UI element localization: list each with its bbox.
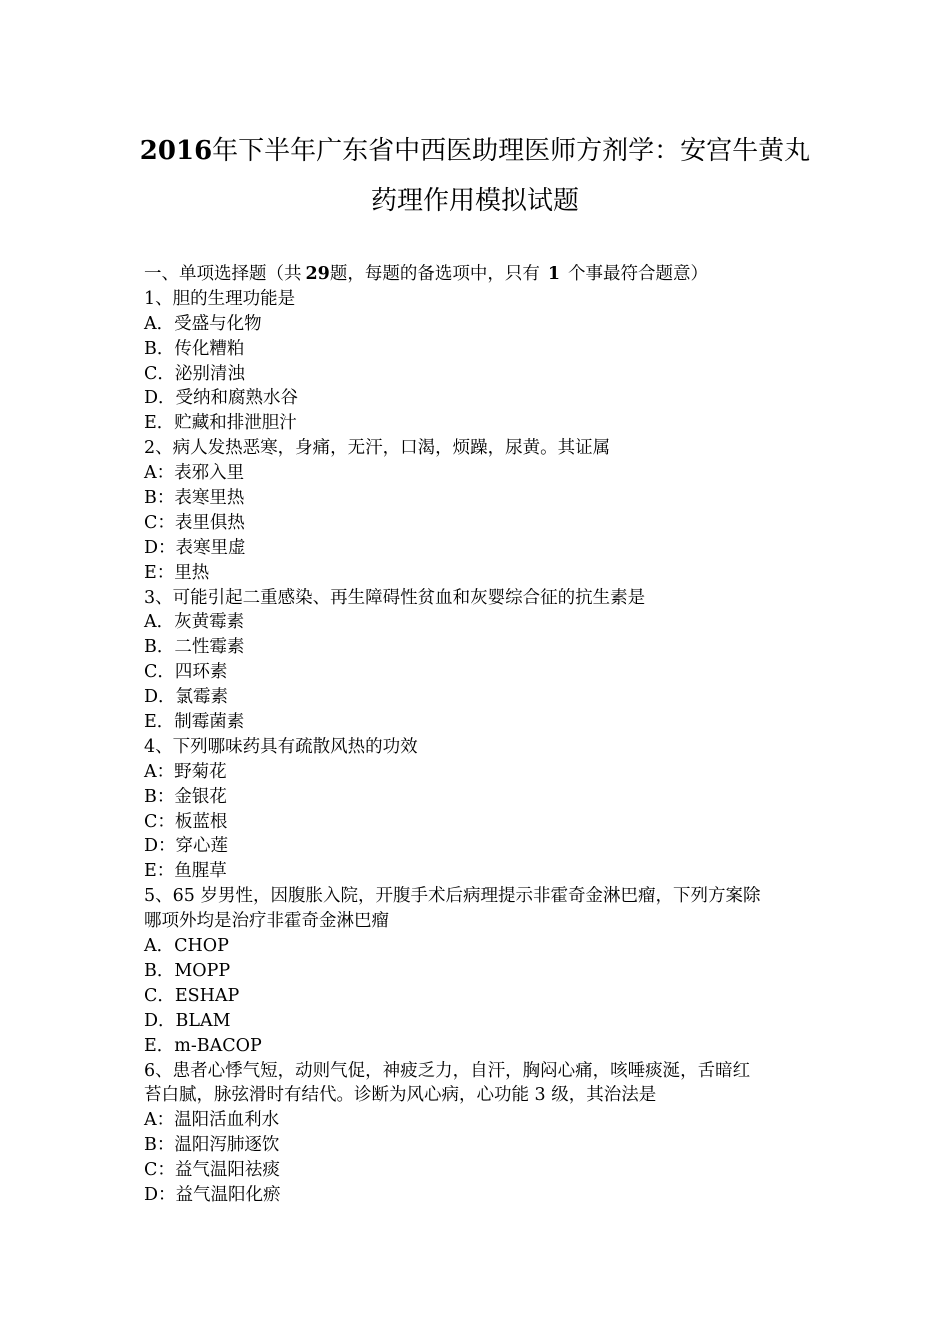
answer-option: C．四环素 (144, 662, 228, 683)
question-stem: 哪项外均是治疗非霍奇金淋巴瘤 (144, 911, 389, 932)
section-middle: 题，每题的备选项中，只有 (329, 264, 540, 284)
answer-option: C．泌别清浊 (144, 363, 245, 384)
answer-option: A：温阳活血利水 (144, 1110, 280, 1131)
section-one: 1 (547, 264, 561, 284)
answer-option: B．MOPP (144, 960, 231, 981)
answer-option: B：金银花 (144, 786, 227, 807)
answer-option: A．受盛与化物 (144, 313, 262, 334)
question-stem: 4、下列哪味药具有疏散风热的功效 (144, 736, 418, 757)
question-stem: 苔白腻，脉弦滑时有结代。诊断为风心病，心功能 3 级，其治法是 (144, 1085, 657, 1106)
answer-option: A：野菊花 (144, 761, 227, 782)
answer-option: D：表寒里虚 (144, 537, 246, 558)
answer-option: D．氯霉素 (144, 687, 229, 708)
document-title-line-1 (0, 134, 950, 168)
answer-option: C：益气温阳祛痰 (144, 1160, 280, 1181)
answer-option: D：益气温阳化瘀 (144, 1184, 281, 1205)
question-stem: 3、可能引起二重感染、再生障碍性贫血和灰婴综合征的抗生素是 (144, 587, 646, 608)
answer-option: B：表寒里热 (144, 488, 245, 509)
answer-option: D．受纳和腐熟水谷 (144, 388, 299, 409)
question-block (144, 1059, 812, 1208)
question-block (144, 735, 812, 884)
question-block (144, 884, 812, 1058)
question-stem: 5、65 岁男性，因腹胀入院，开腹手术后病理提示非霍奇金淋巴瘤，下列方案除 (144, 886, 761, 907)
answer-option: A：表邪入里 (144, 463, 245, 484)
document-body (144, 262, 812, 1208)
section-heading (144, 262, 812, 287)
answer-option: A．灰黄霉素 (144, 612, 245, 633)
section-suffix: 个事最符合题意） (568, 264, 709, 284)
question-stem: 6、患者心悸气短，动则气促，神疲乏力，自汗，胸闷心痛，咳唾痰涎，舌暗红 (144, 1060, 751, 1081)
answer-option: E．m-BACOP (144, 1035, 262, 1056)
answer-option: E．贮藏和排泄胆汁 (144, 413, 297, 434)
title-rest: 年下半年广东省中西医助理医师方剂学：安宫牛黄丸 (212, 136, 811, 166)
question-stem: 2、病人发热恶寒，身痛，无汗，口渴，烦躁，尿黄。其证属 (144, 438, 611, 459)
section-prefix: 一、单项选择题（共 (144, 264, 302, 284)
question-list (144, 287, 812, 1208)
section-count: 29 (305, 264, 330, 284)
answer-option: C：板蓝根 (144, 811, 228, 832)
question-block (144, 586, 812, 735)
document-title-line-2: 药理作用模拟试题 (370, 186, 579, 216)
answer-option: E：鱼腥草 (144, 861, 227, 882)
question-block (144, 436, 812, 585)
answer-option: E：里热 (144, 562, 210, 583)
answer-option: D：穿心莲 (144, 836, 229, 857)
title-year: 2016 (139, 136, 213, 166)
answer-option: C．ESHAP (144, 985, 240, 1006)
answer-option: A．CHOP (144, 936, 229, 957)
answer-option: B：温阳泻肺逐饮 (144, 1135, 280, 1156)
answer-option: C：表里俱热 (144, 512, 245, 533)
answer-option: D．BLAM (144, 1010, 231, 1031)
answer-option: E．制霉菌素 (144, 712, 245, 733)
answer-option: B．传化糟粕 (144, 338, 245, 359)
answer-option: B．二性霉素 (144, 637, 245, 658)
question-block (144, 287, 812, 436)
question-stem: 1、胆的生理功能是 (144, 288, 296, 309)
